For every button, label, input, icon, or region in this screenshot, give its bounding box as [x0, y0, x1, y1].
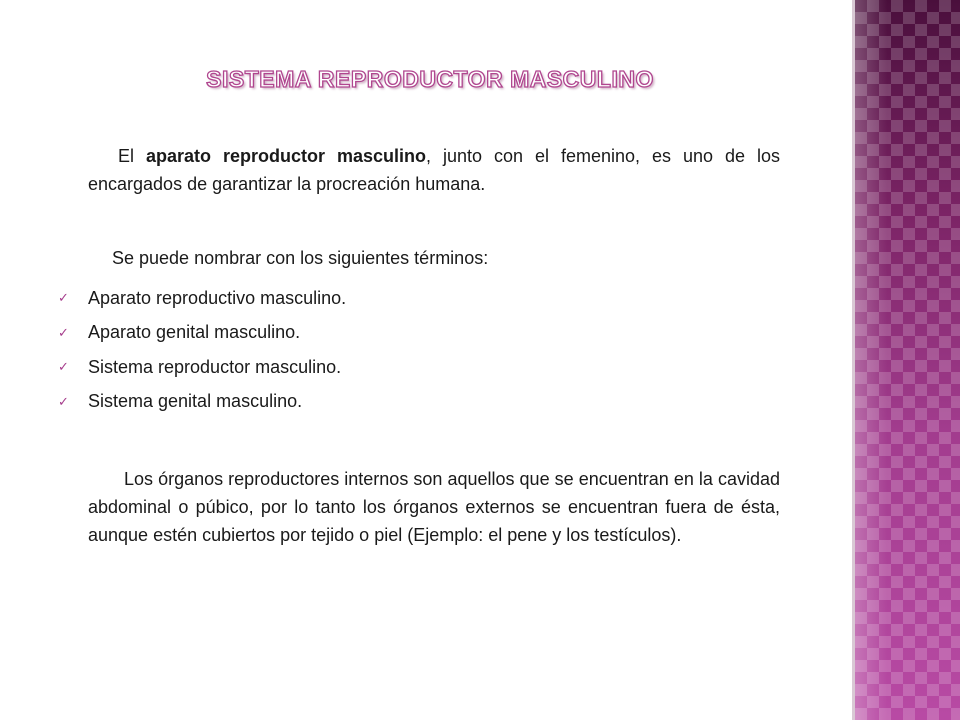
- list-item-text: Aparato reproductivo masculino.: [88, 287, 347, 308]
- checkmark-icon: ✓: [58, 290, 69, 306]
- decorative-side-band: [852, 0, 960, 720]
- slide-title: SISTEMA REPRODUCTOR MASCULINO: [206, 66, 654, 92]
- checkmark-icon: ✓: [58, 359, 69, 375]
- list-item: [58, 385, 346, 420]
- intro-text-before: El: [118, 146, 146, 166]
- intro-text-after: , junto con el femenino, es uno de los encargados de garantizar la procreación humana.: [88, 146, 780, 194]
- organs-paragraph: Los órganos reproductores internos son aquellos que se encuentran en la cavidad abdominal o púbico, por lo tanto los órganos externos se encuentran fuera de ésta, aunque estén cubiertos por tejido o piel (Ejemplo: el pene y los testículos).: [88, 469, 780, 545]
- names-intro: Se puede nombrar con los siguientes términos:: [112, 248, 489, 268]
- intro-bold-term: aparato reproductor masculino: [145, 146, 426, 166]
- list-item: [58, 316, 346, 351]
- checkmark-icon: ✓: [58, 393, 69, 409]
- list-item: [58, 350, 346, 385]
- list-item-text: Aparato genital masculino.: [88, 322, 301, 343]
- intro-paragraph: [88, 142, 780, 198]
- checkmark-icon: ✓: [58, 324, 69, 340]
- list-item-text: Sistema reproductor masculino.: [88, 356, 342, 377]
- names-list: [58, 281, 346, 419]
- list-item: [58, 281, 346, 316]
- list-item-text: Sistema genital masculino.: [88, 391, 303, 412]
